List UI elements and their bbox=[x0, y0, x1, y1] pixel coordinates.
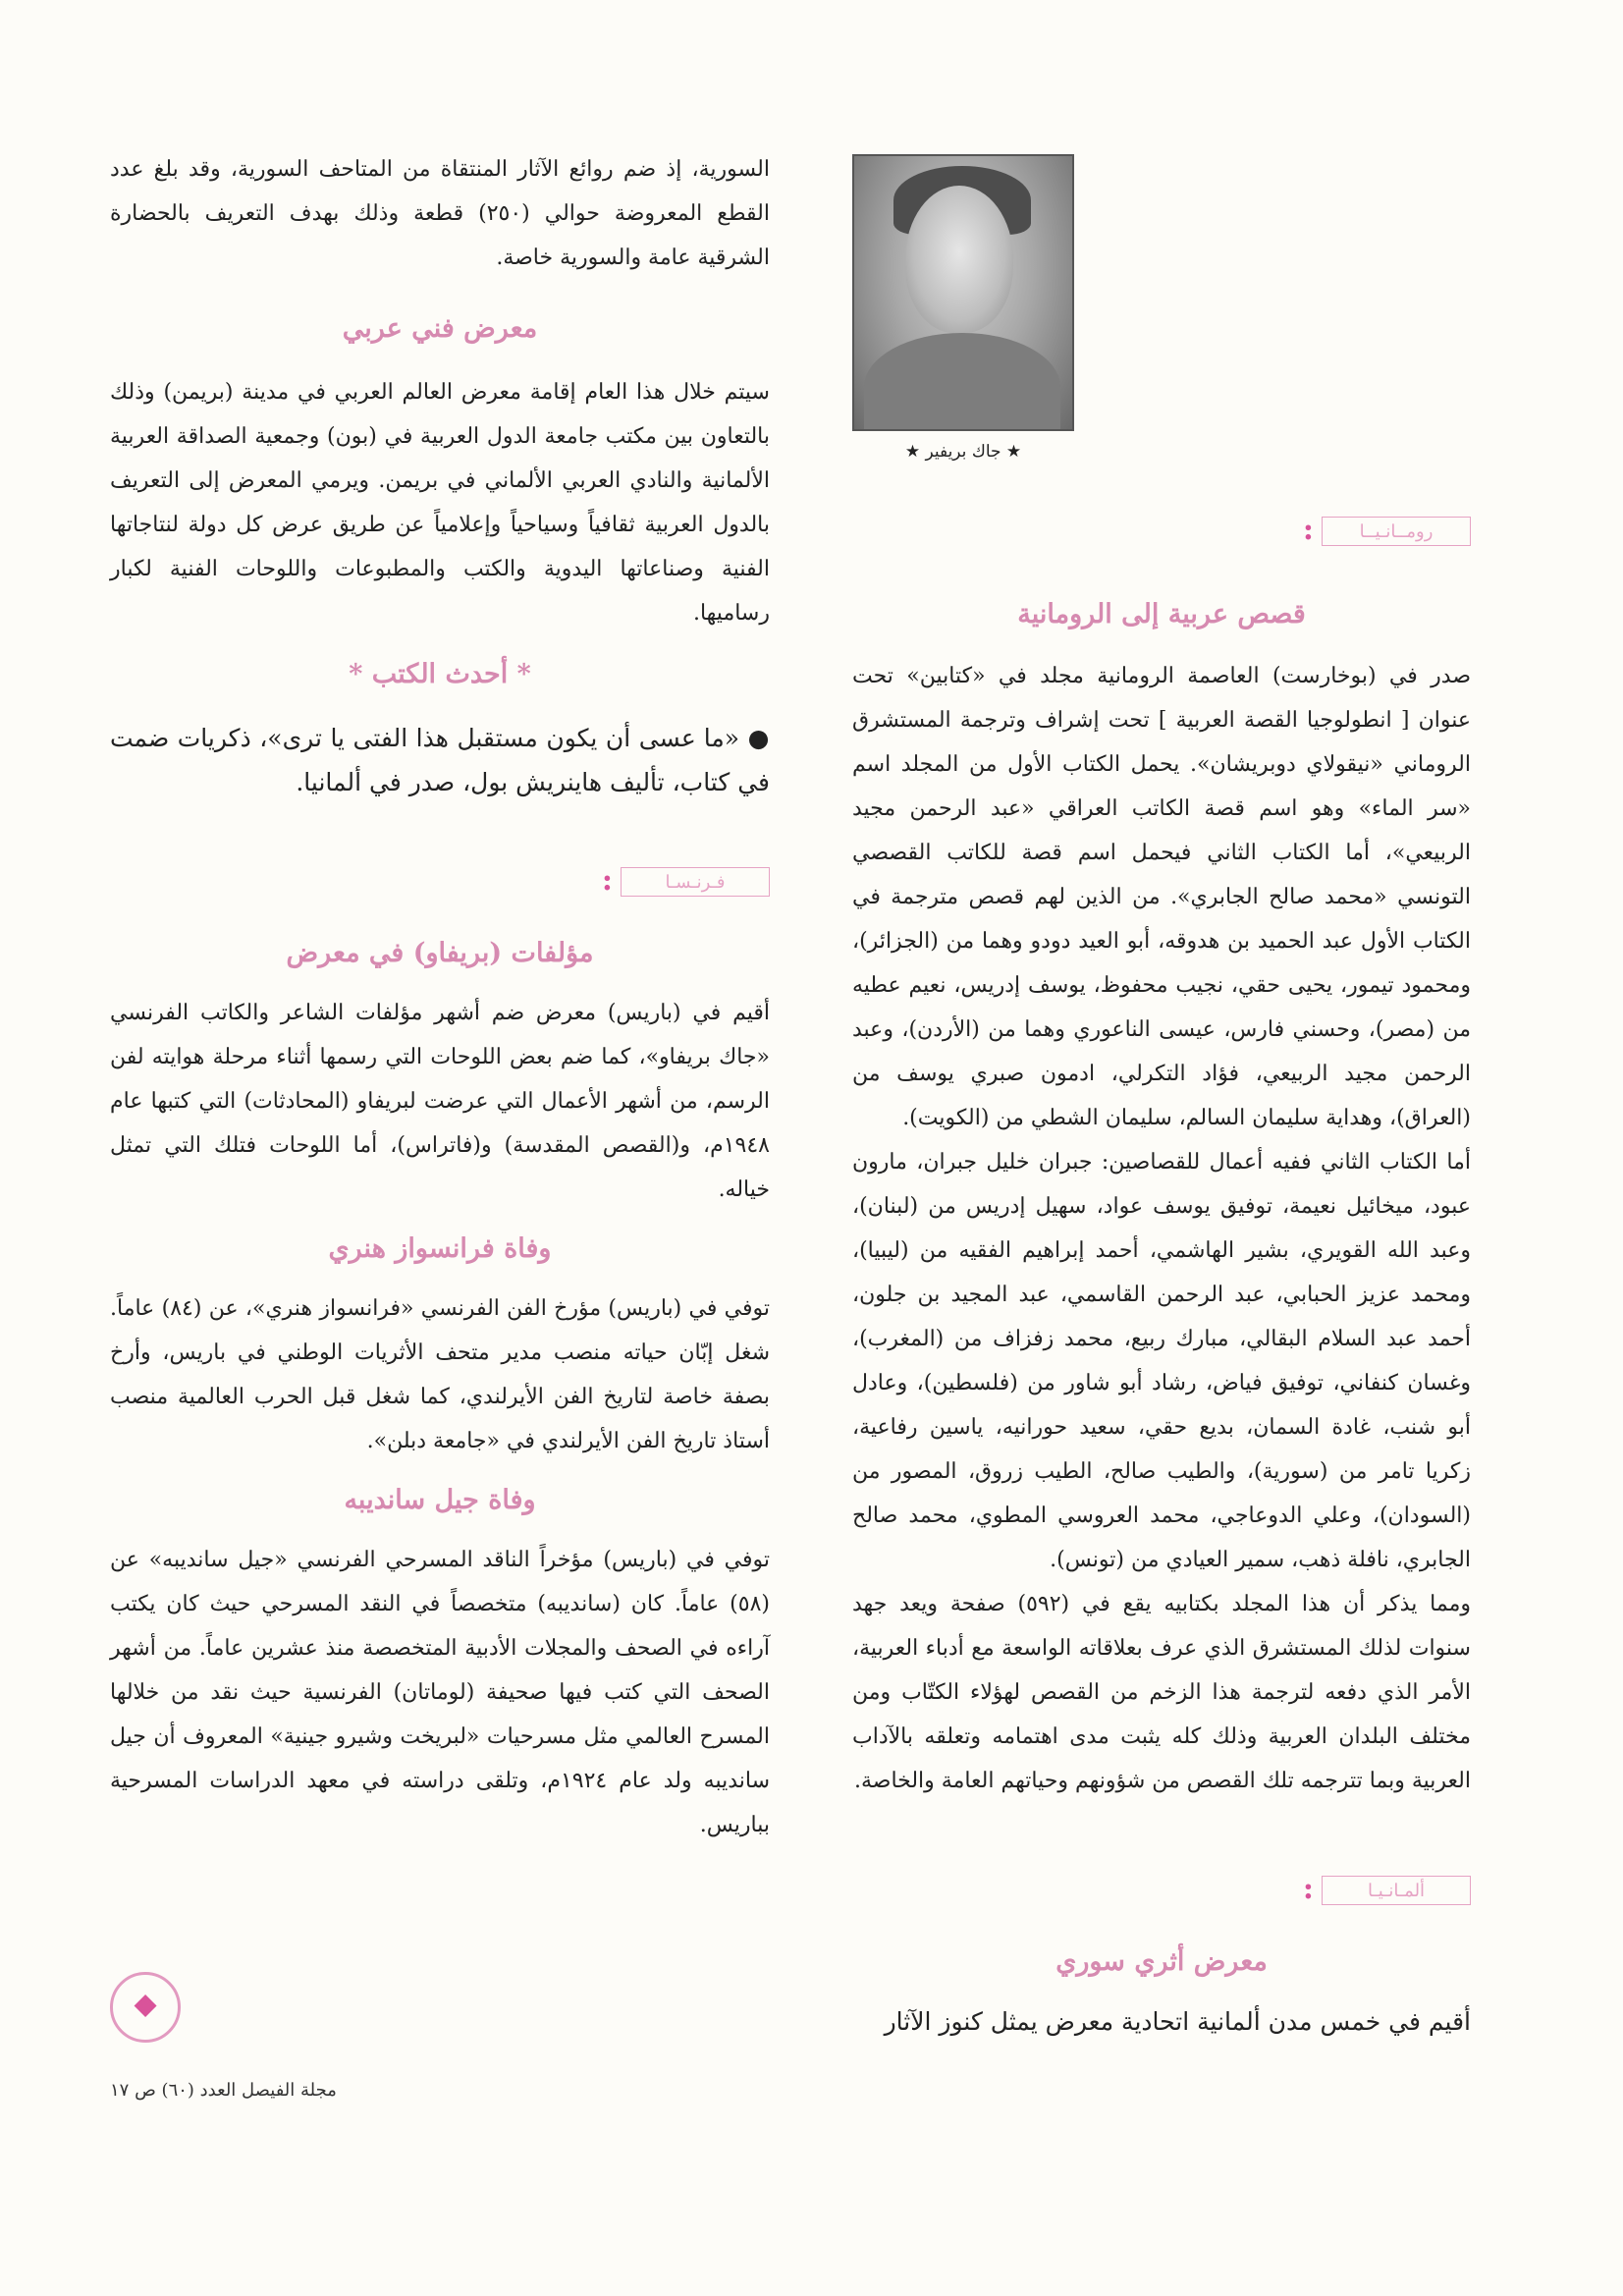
sandier-paragraph: توفي في (باريس) مؤخراً الناقد المسرحي الفرنسي «جيل سانديبه» عن (٥٨) عاماً. كان (سانديبه) متخصصاً في النقد المسرحي حيث كان يكتب آراءه في الصحف والمجلات الأدبية المتخصصة منذ عشرين عاماً. من أشهر الصحف التي كتب فيها صحيفة (لوماتان) الفرنسية حيث نقد من خلالها المسرح العالمي مثل مسرحيات «لبريخت وشيرو جينية» المعروف أن جيل سانديبه ولد عام ١٩٢٤م، وتلقى دراسته في معهد الدراسات المسرحية بباريس. bbox=[110, 1548, 771, 1837]
colon-marker: : bbox=[1302, 513, 1314, 547]
latest-books-paragraph bbox=[110, 716, 770, 804]
page-footer: مجلة الفيصل العدد (٦٠) ص ١٧ bbox=[110, 2080, 337, 2101]
photo-caption: ★ جاك بريفير ★ bbox=[904, 442, 1022, 462]
left-column bbox=[110, 147, 770, 1847]
romania-tag: رومــانـيــا bbox=[1322, 517, 1471, 546]
sandier-title: وفاة جيل سانديبه bbox=[344, 1485, 536, 1515]
prevert-title: مؤلفات (بريفاو) في معرض bbox=[286, 938, 594, 968]
section-tag-france bbox=[110, 861, 770, 906]
romania-paragraph-2: أما الكتاب الثاني ففيه أعمال للقصاصين: جبران خليل جبران، مارون عبود، ميخائيل نعيمة، توفيق يوسف عواد، سهيل إدريس من (لبنان)، وعبد الله القويري، بشير الهاشمي، أحمد إبراهيم الفقيه من (ليبيا)، ومحمد عزيز الحبابي، عبد الرحمن القاسمي، عبد المجيد بن جلون، أحمد عبد السلام البقالي، مبارك ربيع، محمد زفزاف من (المغرب)، وغسان كنفاني، توفيق فياض، رشاد أبو شاور من (فلسطين)، وعادل أبو شنب، غادة السمان، بديع حقي، سعيد حورانيه، ياسين رفاعية، زكريا تامر من (سورية)، والطيب صالح، الطيب زروق، المصور من (السودان)، وعلي الدوعاجي، محمد العروسي المطوي، محمد صالح الجابري، نافلة ذهب، سمير العيادي من (تونس). bbox=[852, 1150, 1471, 1572]
prevert-paragraph: أقيم في (باريس) معرض ضم أشهر مؤلفات الشاعر والكاتب الفرنسي «جاك بريفاو»، كما ضم بعض اللوحات التي رسمها أثناء مرحلة هوايته لفن الرسم، من أشهر الأعمال التي عرضت لبريفاو (المحادثات) التي كتبها عام ١٩٤٨م، و(القصص المقدسة) و(فاتراس)، أما اللوحات فتلك التي تمثل خياله. bbox=[110, 1001, 770, 1202]
right-column bbox=[852, 511, 1471, 2044]
portrait-photo bbox=[852, 154, 1074, 431]
page-badge-icon: ⯁ bbox=[110, 1972, 181, 2043]
france-tag: فـرنـسـا bbox=[621, 867, 770, 897]
bullet-icon: ● bbox=[747, 724, 770, 752]
colon-marker: : bbox=[601, 863, 613, 898]
arab-exhibit-paragraph: سيتم خلال هذا العام إقامة معرض العالم العربي في مدينة (بريمن) وذلك بالتعاون بين مكتب جامعة الدول العربية في (بون) وجمعية الصداقة العربية الألمانية والنادي العربي الألماني في بريمن. ويرمي المعرض إلى التعريف بالدول العربية ثقافياً وسياحياً وإعلامياً عن طريق عرض كل دولة لنتاجاتها الفنية وصناعاتها اليدوية والكتب والمطبوعات واللوحات الفنية لكبار رساميها. bbox=[110, 380, 770, 626]
germany-title: معرض أثري سوري bbox=[1055, 1946, 1268, 1977]
henry-paragraph: توفي في (باريس) مؤرخ الفن الفرنسي «فرانسواز هنري»، عن (٨٤) عاماً. شغل إبّان حياته منصب مدير متحف الأثريات الوطني في باريس، وأرخ بصفة خاصة لتاريخ الفن الأيرلندي، كما شغل قبل الحرب العالمية منصب أستاذ تاريخ الفن الأيرلندي في «جامعة دبلن». bbox=[110, 1296, 771, 1453]
latest-books-title: * أحدث الكتب * bbox=[349, 659, 531, 689]
romania-paragraph-1: صدر في (بوخارست) العاصمة الرومانية مجلد في «كتابين» تحت عنوان [ انطولوجيا القصة العربية ] تحت إشراف وترجمة المستشرق الروماني «نيقولاي دوبريشان». يحمل الكتاب الأول من المجلد اسم «سر الماء» وهو اسم قصة الكاتب العراقي «عبد الرحمن مجيد الربيعي»، أما الكتاب الثاني فيحمل اسم قصة للكاتب القصصي التونسي «محمد صالح الجابري». من الذين لهم قصص مترجمة في الكتاب الأول عبد الحميد بن هدوقه، أبو العيد دودو وهما من (الجزائر)، ومحمود تيمور، يحيى حقي، نجيب محفوظ، يوسف إدريس، نعيم عطيه من (مصر)، وحسني فارس، عيسى الناعوري وهما من (الأردن)، وعبد الرحمن مجيد الربيعي، فؤاد التكرلي، ادمون صبري يوسف من (العراق)، وهداية سليمان السالم، سليمان الشطي من (الكويت). bbox=[852, 664, 1471, 1130]
arab-exhibit-title: معرض فني عربي bbox=[342, 313, 538, 344]
photo-shoulders bbox=[864, 333, 1060, 431]
section-tag-romania bbox=[852, 511, 1471, 556]
romania-paragraph-3: ومما يذكر أن هذا المجلد بكتابيه يقع في (٥٩٢) صفحة ويعد جهد سنوات لذلك المستشرق الذي عرف بعلاقاته الواسعة مع أدباء العربية، الأمر الذي دفعه لترجمة هذا الزخم من القصص لهؤلاء الكتّاب ومن مختلف البلدان العربية وذلك كله يثبت مدى اهتمامه وتعلقه بالآداب العربية وبما تترجمه تلك القصص من شؤونهم وحياتهم العامة والخاصة. bbox=[852, 1592, 1471, 1793]
photo-figure bbox=[852, 154, 1074, 463]
continuation-paragraph: السورية، إذ ضم روائع الآثار المنتقاة من المتاحف السورية، وقد بلغ عدد القطع المعروضة حوالي (٢٥٠) قطعة وذلك بهدف التعريف بالحضارة الشرقية عامة والسورية خاصة. bbox=[110, 157, 770, 270]
henry-title: وفاة فرانسواز هنري bbox=[328, 1233, 552, 1264]
latest-books-text: «ما عسى أن يكون مستقبل هذا الفتى يا ترى»، ذكريات ضمت في كتاب، تأليف هاينريش بول، صدر في ألمانيا. bbox=[110, 724, 770, 796]
photo-face bbox=[905, 186, 1013, 333]
germany-lead: أقيم في خمس مدن ألمانية اتحادية معرض يمثل كنوز الآثار bbox=[884, 2007, 1471, 2036]
germany-tag: ألمـانـيـا bbox=[1322, 1876, 1471, 1905]
section-tag-germany bbox=[852, 1870, 1471, 1915]
romania-title: قصص عربية إلى الرومانية bbox=[1017, 599, 1306, 629]
colon-marker: : bbox=[1302, 1872, 1314, 1906]
